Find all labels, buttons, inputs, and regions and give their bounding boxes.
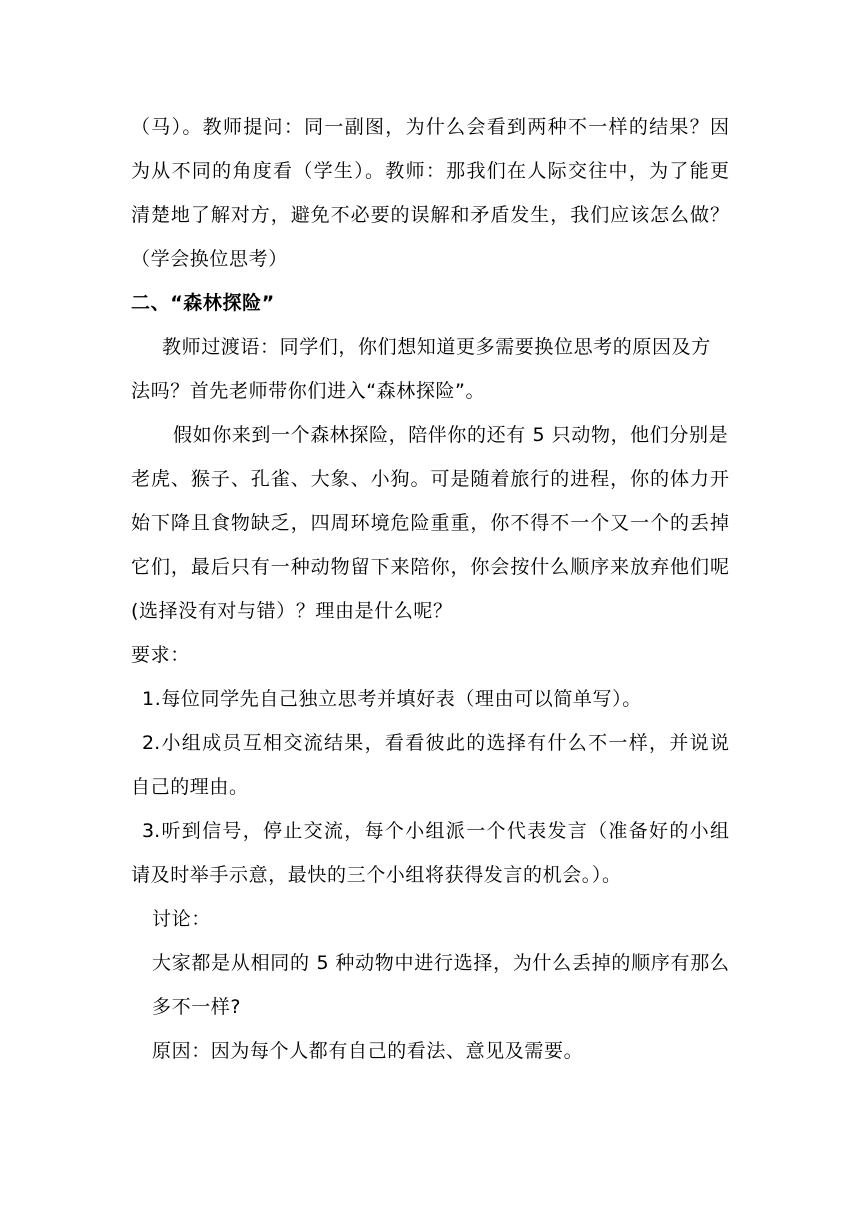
paragraph-line: 它们，最后只有一种动物留下来陪你，你会按什么顺序来放弃他们呢: [131, 556, 729, 578]
paragraph-line: 请及时举手示意，最快的三个小组将获得发言的机会。）。: [131, 864, 622, 886]
paragraph-line: 自己的理由。: [131, 776, 249, 798]
requirements-heading: 要求：: [131, 644, 190, 666]
requirement-item: 1.每位同学先自己独立思考并填好表（理由可以简单写）。: [142, 688, 642, 710]
requirement-item: 2.小组成员互相交流结果，看看彼此的选择有什么不一样，并说说: [142, 732, 729, 754]
paragraph-line: 原因：因为每个人都有自己的看法、意见及需要。: [152, 1040, 584, 1062]
discussion-heading: 讨论：: [152, 908, 211, 930]
paragraph-line: 大家都是从相同的 5 种动物中进行选择，为什么丢掉的顺序有那么: [152, 952, 729, 974]
paragraph-line: 多不一样?: [152, 996, 242, 1018]
paragraph-line: 清楚地了解对方，避免不必要的误解和矛盾发生，我们应该怎么做？: [131, 204, 729, 226]
paragraph-line: 为从不同的角度看（学生）。教师：那我们在人际交往中，为了能更: [131, 160, 729, 182]
paragraph-line: 老虎、猴子、孔雀、大象、小狗。可是随着旅行的进程，你的体力开: [131, 468, 729, 490]
paragraph-line: 教师过渡语：同学们，你们想知道更多需要换位思考的原因及方: [162, 336, 711, 358]
paragraph-line: （学会换位思考）: [131, 248, 288, 270]
paragraph-line: 始下降且食物缺乏，四周环境危险重重，你不得不一个又一个的丢掉: [131, 512, 729, 534]
paragraph-line: (选择没有对与错）？理由是什么呢？: [131, 600, 453, 622]
paragraph-line: 法吗？首先老师带你们进入“森林探险”。: [131, 380, 486, 402]
section-heading: 二、“森林探险”: [131, 292, 275, 314]
requirement-item: 3.听到信号，停止交流，每个小组派一个代表发言（准备好的小组: [142, 820, 729, 842]
paragraph-line: 假如你来到一个森林探险，陪伴你的还有 5 只动物，他们分别是: [173, 424, 729, 446]
paragraph-line: （马）。教师提问：同一副图，为什么会看到两种不一样的结果？因: [131, 116, 729, 138]
